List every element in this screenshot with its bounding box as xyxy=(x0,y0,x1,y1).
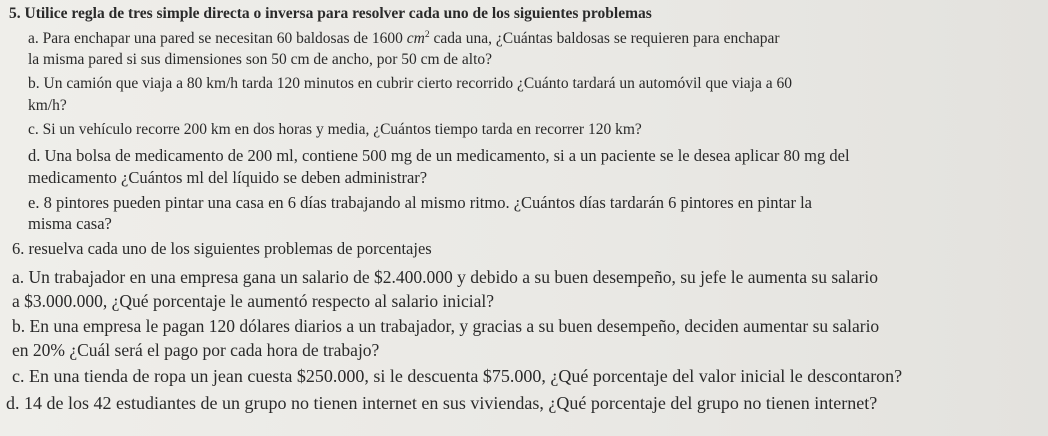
problem-6a-line-1: a. Un trabajador en una empresa gana un salario de $2.400.000 y debido a su buen desempeño, su jefe le aumenta su salario xyxy=(12,267,878,287)
problem-5d-line-2: medicamento ¿Cuántos ml del líquido se deben administrar? xyxy=(28,168,428,187)
problem-5e-line-2: misma casa? xyxy=(28,214,112,233)
area-unit: cm xyxy=(406,30,425,47)
problem-5c-line-1: c. Si un vehículo recorre 200 km en dos horas y media, ¿Cuántos tiempo tarda en recorrer 120 km? xyxy=(28,121,642,138)
problem-5b-line-2: km/h? xyxy=(28,97,67,114)
problem-6b-line-2: en 20% ¿Cuál será el pago por cada hora de trabajo? xyxy=(12,340,380,360)
problem-6c-line-1: c. En una tienda de ropa un jean cuesta $250.000, si le descuenta $75.000, ¿Qué porcentaje del valor inicial le descontaron? xyxy=(12,366,903,386)
problem-5a-line-2: la misma pared si sus dimensiones son 50 cm de ancho, por 50 cm de alto? xyxy=(28,51,493,68)
problem-5e-line-1: e. 8 pintores pueden pintar una casa en 6 días trabajando al mismo ritmo. ¿Cuántos días tardarán 6 pintores en pintar la xyxy=(28,193,812,212)
problem-5a-line-1 xyxy=(28,28,780,47)
problem-6a-line-2: a $3.000.000, ¿Qué porcentaje le aumentó respecto al salario inicial? xyxy=(12,291,495,311)
problem-6b-line-1: b. En una empresa le pagan 120 dólares diarios a un trabajador, y gracias a su buen desempeño, deciden aumentar su salario xyxy=(12,316,880,336)
problem-5a-question: cada una, ¿Cuántas baldosas se requieren para enchapar xyxy=(429,30,780,47)
section-6-title: 6. resuelva cada uno de los siguientes problemas de porcentajes xyxy=(12,239,432,258)
problem-5d-line-1: d. Una bolsa de medicamento de 200 ml, contiene 500 mg de un medicamento, si a un paciente se le desea aplicar 80 mg del xyxy=(28,146,850,165)
problem-5a-text: a. Para enchapar una pared se necesitan 60 baldosas de 1600 xyxy=(28,30,407,47)
problem-5b-line-1: b. Un camión que viaja a 80 km/h tarda 120 minutos en cubrir cierto recorrido ¿Cuánto tardará un automóvil que viaja a 60 xyxy=(28,75,792,92)
problem-6d-line-1: d. 14 de los 42 estudiantes de un grupo no tienen internet en sus viviendas, ¿Qué porcentaje del grupo no tienen internet? xyxy=(6,393,878,413)
section-5-title: 5. Utilice regla de tres simple directa o inversa para resolver cada uno de los siguientes problemas xyxy=(9,5,652,22)
area-exponent: 2 xyxy=(424,28,430,40)
